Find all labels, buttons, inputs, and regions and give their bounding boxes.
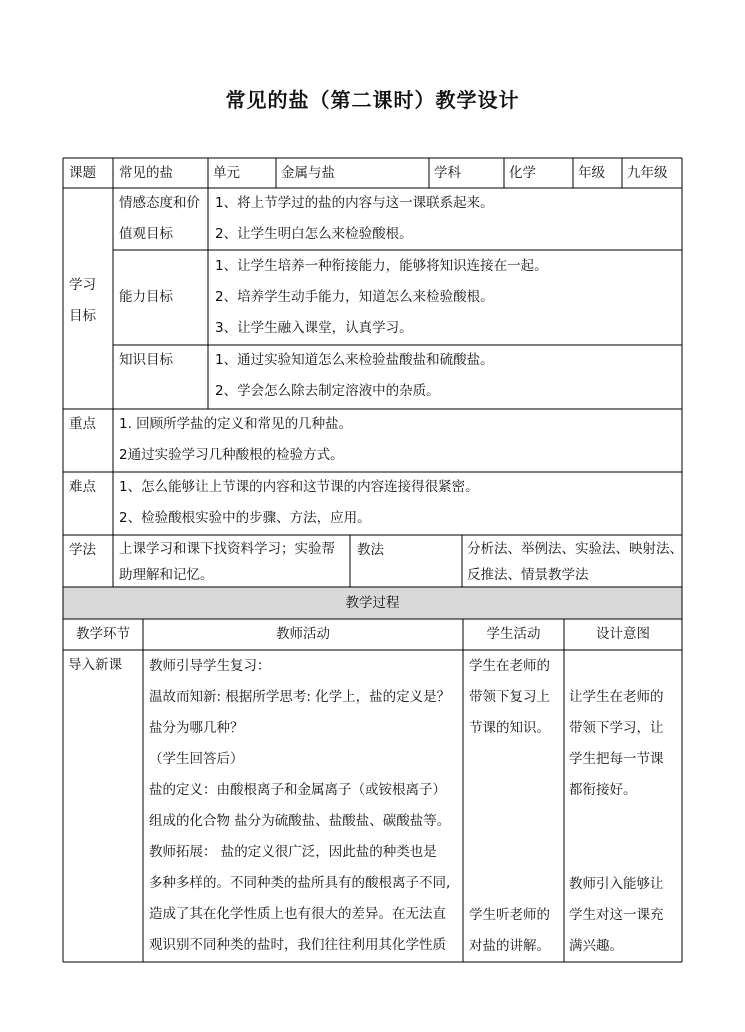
course-label: 课题: [69, 165, 96, 181]
learning-method-text: 上课学习和课下找资料学习；实验帮 助理解和记忆。: [119, 541, 335, 583]
subject-label: 学科: [434, 165, 461, 181]
subject-value: 化学: [509, 165, 536, 181]
list-item: 2通过实验学习几种酸根的检验方式。: [119, 447, 344, 463]
list-item: 1、怎么能够让上节课的内容和这节课的内容连接得很紧密。: [119, 479, 479, 495]
list-item: 1. 回顾所学盐的定义和常见的几种盐。: [119, 416, 353, 432]
ability-goal-items: [215, 251, 548, 344]
student-activity-block-2: 学生听老师的 对盐的讲解。: [469, 907, 550, 954]
knowledge-goal-items: [215, 345, 494, 407]
emotion-goal-items: [215, 188, 494, 250]
unit-value: 金属与盐: [281, 165, 335, 181]
teaching-method-text: 分析法、举例法、实验法、映射法、 反推法、情景教学法: [467, 541, 683, 583]
teacher-activity-header: 教师活动: [276, 626, 330, 642]
document-title: 常见的盐（第二课时）教学设计: [225, 88, 520, 112]
unit-label: 单元: [213, 165, 240, 181]
grade-label: 年级: [578, 165, 605, 181]
design-intent-header: 设计意图: [596, 626, 650, 642]
list-item: 2、学会怎么除去制定溶液中的杂质。: [215, 383, 440, 399]
key-points-items: [119, 409, 352, 471]
ability-goal-label: 能力目标: [119, 289, 173, 305]
list-item: 3、让学生融入课堂，认真学习。: [215, 320, 413, 336]
list-item: 2、检验酸根实验中的步骤、方法，应用。: [119, 510, 371, 526]
list-item: 2、让学生明白怎么来检验酸根。: [215, 226, 413, 242]
list-item: 1、让学生培养一种衔接能力，能够将知识连接在一起。: [215, 258, 548, 274]
list-item: 2、培养学生动手能力，知道怎么来检验酸根。: [215, 289, 494, 305]
key-points-label: 重点: [69, 416, 96, 432]
teaching-method-label: 教法: [357, 542, 384, 558]
learning-method-label: 学法: [69, 542, 96, 558]
design-intent-block-1: 让学生在老师的 带领下学习，让 学生把每一节课 都衔接好。: [569, 689, 664, 798]
student-activity-block-1: 学生在老师的 带领下复习上 节课的知识。: [469, 658, 550, 736]
difficulties-label: 难点: [69, 479, 96, 495]
list-item: 1、通过实验知道怎么来检验盐酸盐和硫酸盐。: [215, 352, 494, 368]
process-section-title: 教学过程: [345, 595, 400, 611]
student-activity-header: 学生活动: [486, 626, 541, 642]
stage-intro: 导入新课: [68, 657, 122, 673]
difficulties-items: [119, 472, 479, 534]
emotion-goal-label: 情感态度和价 值观目标: [119, 195, 200, 242]
list-item: 1、将上节学过的盐的内容与这一课联系起来。: [215, 195, 494, 211]
teacher-activity-text: 教师引导学生复习： 温故而知新: 根据所学思考: 化学上，盐的定义是？ 盐分为哪几种？ （学生回答后） 盐的定义：由酸根离子和金属离子（或铵根离子） 组成的化合物 盐分为硫酸盐、盐酸盐、碳酸盐等。 教师拓展： 盐的定义很广泛，因此盐的种类也是 多种多样的。不同种类的盐所具有的酸根离子不同, 造成了其在化学性质上也有很大的差异。在无法直 观识别不同种类的盐时，我们往往利用其化学性质: [149, 658, 451, 953]
course-value: 常见的盐: [119, 165, 173, 181]
learning-goals-label: 学习 目标: [69, 277, 96, 324]
knowledge-goal-label: 知识目标: [119, 352, 173, 368]
stage-header: 教学环节: [76, 626, 130, 642]
grade-value: 九年级: [627, 165, 668, 181]
design-intent-block-2: 教师引入能够让 学生对这一课充 满兴趣。: [569, 876, 664, 954]
